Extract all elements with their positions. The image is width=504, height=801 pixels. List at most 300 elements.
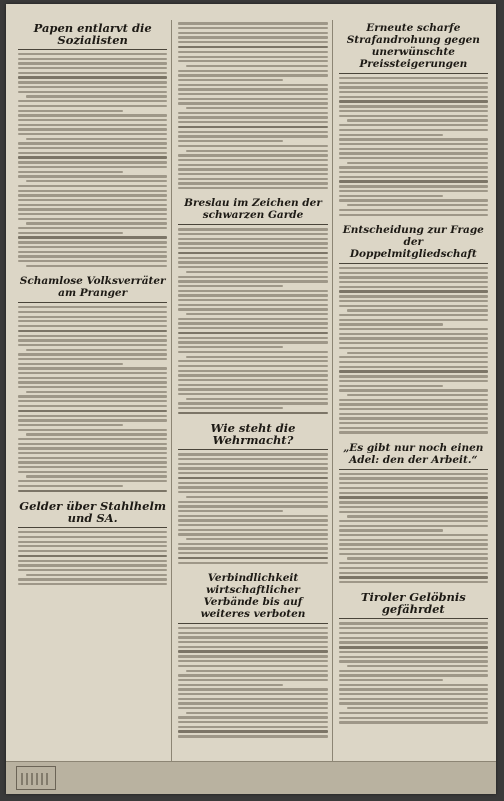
text-line-placeholder <box>339 712 488 714</box>
text-line-placeholder <box>18 490 167 493</box>
text-line-placeholder <box>178 322 327 324</box>
text-line-placeholder <box>18 260 167 262</box>
article-headline: Papen entlarvt die Sozialisten <box>33 21 152 47</box>
text-line-placeholder <box>178 458 327 460</box>
text-line-placeholder <box>339 134 444 136</box>
text-line-placeholder <box>26 574 167 576</box>
text-line-placeholder <box>339 529 444 531</box>
text-line-placeholder <box>178 547 327 549</box>
text-line-placeholder <box>339 157 488 159</box>
text-line-placeholder <box>18 564 167 566</box>
text-line-placeholder <box>339 698 488 700</box>
text-line-placeholder <box>178 529 327 531</box>
text-line-placeholder <box>339 370 488 373</box>
text-line-placeholder <box>178 88 327 90</box>
text-line-placeholder <box>339 506 488 508</box>
text-line-placeholder <box>26 391 167 393</box>
text-line-placeholder <box>178 121 327 123</box>
text-line-placeholder <box>339 688 488 690</box>
article <box>178 422 327 564</box>
text-line-placeholder <box>178 168 327 170</box>
text-line-placeholder <box>18 325 167 327</box>
text-line-placeholder <box>18 335 167 337</box>
text-line-placeholder <box>18 133 167 135</box>
text-line-placeholder <box>18 67 167 69</box>
article <box>178 572 327 738</box>
text-line-placeholder <box>347 162 488 164</box>
text-line-placeholder <box>339 492 488 494</box>
text-line-placeholder <box>339 375 488 377</box>
text-line-placeholder <box>339 548 488 550</box>
text-line-placeholder <box>178 360 327 362</box>
text-line-placeholder <box>339 96 488 98</box>
text-line-placeholder <box>347 665 488 667</box>
text-line-placeholder <box>18 555 167 558</box>
text-line-placeholder <box>339 195 444 197</box>
text-line-placeholder <box>178 304 327 306</box>
text-line-placeholder <box>339 342 488 344</box>
text-line-placeholder <box>26 265 167 267</box>
text-line-placeholder <box>339 176 488 178</box>
text-line-placeholder <box>178 228 327 230</box>
text-line-placeholder <box>178 238 327 240</box>
text-line-placeholder <box>178 533 327 535</box>
text-line-placeholder <box>339 473 488 475</box>
text-line-placeholder <box>339 77 488 79</box>
text-line-placeholder <box>18 457 167 459</box>
text-line-placeholder <box>178 242 327 244</box>
newspaper-page <box>6 4 496 794</box>
text-line-placeholder <box>178 70 327 72</box>
text-line-placeholder <box>339 622 488 624</box>
text-line-placeholder <box>18 419 167 421</box>
text-line-placeholder <box>18 372 167 374</box>
text-line-placeholder <box>26 138 167 140</box>
text-line-placeholder <box>178 679 327 681</box>
text-line-placeholder <box>339 408 488 410</box>
text-line-placeholder <box>18 161 167 163</box>
text-line-placeholder <box>178 233 327 235</box>
text-line-placeholder <box>339 717 488 719</box>
text-line-placeholder <box>18 142 167 144</box>
text-line-placeholder <box>18 81 167 83</box>
text-line-placeholder <box>339 366 488 368</box>
text-line-placeholder <box>178 164 327 166</box>
text-line-placeholder <box>178 247 327 249</box>
text-line-placeholder <box>178 684 283 686</box>
text-line-placeholder <box>339 314 488 316</box>
text-line-placeholder <box>339 534 488 536</box>
text-line-placeholder <box>178 178 327 180</box>
text-line-placeholder <box>178 674 327 676</box>
text-line-placeholder <box>178 56 327 58</box>
article <box>18 275 167 492</box>
text-line-placeholder <box>26 222 167 224</box>
text-line-placeholder <box>18 105 167 107</box>
text-line-placeholder <box>18 241 167 243</box>
text-line-placeholder <box>178 327 327 329</box>
text-line-placeholder <box>18 536 167 538</box>
text-line-placeholder <box>18 438 167 440</box>
text-line-placeholder <box>178 135 327 137</box>
text-line-placeholder <box>339 431 488 433</box>
headline-rule <box>18 302 167 303</box>
text-line-placeholder <box>339 543 488 545</box>
text-line-placeholder <box>178 299 327 301</box>
text-line-placeholder <box>18 400 167 402</box>
text-line-placeholder <box>339 641 488 643</box>
text-line-placeholder <box>339 333 488 335</box>
text-line-placeholder <box>178 74 327 76</box>
text-line-placeholder <box>339 581 488 583</box>
text-line-placeholder <box>178 370 327 372</box>
text-line-placeholder <box>186 356 327 358</box>
article <box>18 22 167 267</box>
text-line-placeholder <box>339 413 488 415</box>
text-line-placeholder <box>178 467 327 469</box>
text-line-placeholder <box>178 482 327 484</box>
text-line-placeholder <box>339 290 488 293</box>
text-line-placeholder <box>178 374 327 376</box>
text-line-placeholder <box>339 91 488 93</box>
text-line-placeholder <box>18 550 167 552</box>
text-line-placeholder <box>339 347 488 349</box>
text-line-placeholder <box>339 180 488 183</box>
text-line-placeholder <box>339 627 488 629</box>
text-line-placeholder <box>18 424 123 426</box>
text-line-placeholder <box>18 480 167 482</box>
text-line-placeholder <box>339 674 488 676</box>
text-line-placeholder <box>18 569 167 571</box>
text-line-placeholder <box>178 379 327 381</box>
text-line-placeholder <box>178 261 327 263</box>
text-line-placeholder <box>18 560 167 562</box>
text-line-placeholder <box>339 477 488 479</box>
text-line-placeholder <box>18 367 167 369</box>
text-line-placeholder <box>347 557 488 559</box>
text-line-placeholder <box>178 51 327 53</box>
text-line-placeholder <box>178 27 327 29</box>
text-line-placeholder <box>178 557 327 560</box>
text-line-placeholder <box>18 175 167 177</box>
text-line-placeholder <box>178 505 327 507</box>
text-line-placeholder <box>178 159 327 161</box>
text-line-placeholder <box>18 227 167 229</box>
text-line-placeholder <box>178 562 327 564</box>
text-line-placeholder <box>178 280 327 282</box>
text-line-placeholder <box>18 461 167 463</box>
text-line-placeholder <box>178 707 327 709</box>
text-line-placeholder <box>18 311 167 313</box>
text-line-placeholder <box>18 251 167 253</box>
text-line-placeholder <box>339 403 488 405</box>
text-line-placeholder <box>18 91 167 93</box>
article-headline: Wie steht die Wehrmacht? <box>210 421 296 448</box>
text-line-placeholder <box>178 131 327 133</box>
text-line-placeholder <box>178 285 283 287</box>
text-line-placeholder <box>178 655 327 657</box>
text-line-placeholder <box>339 209 488 211</box>
text-line-placeholder <box>339 525 488 527</box>
headline-rule <box>178 449 327 450</box>
text-line-placeholder <box>178 641 327 643</box>
text-line-placeholder <box>178 93 327 95</box>
text-line-placeholder <box>178 650 327 653</box>
text-line-placeholder <box>339 267 488 269</box>
text-line-placeholder <box>178 276 327 278</box>
text-line-placeholder <box>178 552 327 554</box>
text-line-placeholder <box>186 398 327 400</box>
text-line-placeholder <box>178 636 327 638</box>
text-line-placeholder <box>339 646 488 649</box>
text-line-placeholder <box>178 145 327 147</box>
text-line-placeholder <box>178 308 327 310</box>
text-line-placeholder <box>339 356 488 358</box>
text-line-placeholder <box>178 173 327 175</box>
text-line-placeholder <box>178 716 327 718</box>
text-line-placeholder <box>178 627 327 629</box>
text-line-placeholder <box>339 295 488 297</box>
text-line-placeholder <box>339 576 488 579</box>
headline-rule <box>339 73 488 74</box>
text-line-placeholder <box>339 305 488 307</box>
text-line-placeholder <box>339 656 488 658</box>
text-line-placeholder <box>339 637 488 639</box>
text-line-placeholder <box>339 328 488 330</box>
text-line-placeholder <box>18 110 123 112</box>
text-line-placeholder <box>186 670 327 672</box>
text-line-placeholder <box>18 171 123 173</box>
text-line-placeholder <box>178 22 327 24</box>
text-line-placeholder <box>18 190 167 192</box>
article <box>339 442 488 584</box>
text-line-placeholder <box>18 147 167 149</box>
text-line-placeholder <box>339 166 488 168</box>
text-line-placeholder <box>178 515 327 517</box>
article-headline: Breslau im Zeichen der schwarzen Garde <box>184 197 322 222</box>
text-line-placeholder <box>178 84 327 86</box>
text-line-placeholder <box>178 453 327 455</box>
text-line-placeholder <box>339 300 488 302</box>
text-line-placeholder <box>18 363 123 365</box>
text-line-placeholder <box>18 185 167 187</box>
text-line-placeholder <box>178 187 327 189</box>
text-line-placeholder <box>18 583 167 585</box>
text-line-placeholder <box>178 112 327 114</box>
text-line-placeholder <box>339 148 488 150</box>
text-line-placeholder <box>178 384 327 386</box>
text-line-placeholder <box>178 660 327 662</box>
text-line-placeholder <box>339 214 488 216</box>
headline-rule <box>18 527 167 528</box>
text-line-placeholder <box>18 86 167 88</box>
text-line-placeholder <box>339 337 488 339</box>
text-line-placeholder <box>18 194 167 196</box>
text-line-placeholder <box>178 702 327 704</box>
text-line-placeholder <box>339 380 488 382</box>
text-line-placeholder <box>178 477 327 480</box>
text-line-placeholder <box>178 98 327 100</box>
text-line-placeholder <box>178 726 327 728</box>
text-line-placeholder <box>18 541 167 543</box>
text-line-placeholder <box>178 294 327 296</box>
text-line-placeholder <box>178 402 327 404</box>
text-line-placeholder <box>339 110 488 112</box>
text-line-placeholder <box>339 152 488 154</box>
text-line-placeholder <box>178 646 327 648</box>
text-line-placeholder <box>339 482 488 484</box>
text-line-placeholder <box>186 150 327 152</box>
text-line-placeholder <box>18 53 167 55</box>
text-line-placeholder <box>178 346 283 348</box>
text-line-placeholder <box>178 688 327 690</box>
text-line-placeholder <box>18 466 167 468</box>
text-line-placeholder <box>18 156 167 159</box>
text-line-placeholder <box>339 361 488 363</box>
article-headline: Erneute scharfe Strafandrohung gegen unerwünschte Preissteigerungen <box>346 22 480 70</box>
text-line-placeholder <box>178 126 327 129</box>
text-line-placeholder <box>178 154 327 156</box>
article-headline: Schamlose Volksverräter am Pranger <box>19 275 166 300</box>
text-line-placeholder <box>178 510 283 512</box>
text-line-placeholder <box>178 721 327 723</box>
text-line-placeholder <box>178 351 327 353</box>
column-middle <box>178 20 332 762</box>
column-left <box>18 20 172 762</box>
text-line-placeholder <box>339 422 488 424</box>
text-line-placeholder <box>178 501 327 503</box>
article <box>178 197 327 414</box>
text-line-placeholder <box>339 143 488 145</box>
text-line-placeholder <box>347 707 488 709</box>
article <box>339 591 488 723</box>
text-line-placeholder <box>339 171 488 173</box>
text-line-placeholder <box>18 452 167 454</box>
text-line-placeholder <box>339 539 488 541</box>
text-line-placeholder <box>26 95 167 97</box>
headline-rule <box>339 469 488 470</box>
text-line-placeholder <box>339 417 488 419</box>
text-line-placeholder <box>178 337 327 339</box>
text-line-placeholder <box>339 511 488 513</box>
text-line-placeholder <box>178 412 327 415</box>
text-line-placeholder <box>178 41 327 43</box>
text-line-placeholder <box>178 632 327 634</box>
text-line-placeholder <box>178 543 327 545</box>
text-line-placeholder <box>347 352 488 354</box>
text-line-placeholder <box>18 316 167 318</box>
text-line-placeholder <box>18 166 167 168</box>
text-line-placeholder <box>18 415 167 417</box>
text-line-placeholder <box>339 385 444 387</box>
text-line-placeholder <box>178 36 327 38</box>
article-headline: „Es gibt nur noch einen Adel: den der Arbeit.“ <box>343 441 484 466</box>
text-line-placeholder <box>178 341 327 343</box>
text-line-placeholder <box>339 632 488 634</box>
text-line-placeholder <box>347 515 488 517</box>
text-line-placeholder <box>18 443 167 445</box>
headline-rule <box>178 623 327 624</box>
text-line-placeholder <box>18 58 167 60</box>
text-line-placeholder <box>18 306 167 308</box>
text-line-placeholder <box>339 660 488 662</box>
text-line-placeholder <box>18 119 167 121</box>
text-line-placeholder <box>18 353 167 355</box>
text-line-placeholder <box>339 572 488 574</box>
text-line-placeholder <box>18 578 167 580</box>
text-line-placeholder <box>26 433 167 435</box>
article <box>339 22 488 216</box>
text-line-placeholder <box>186 538 327 540</box>
text-line-placeholder <box>178 46 327 49</box>
text-line-placeholder <box>178 463 327 465</box>
text-line-placeholder <box>18 386 167 388</box>
text-line-placeholder <box>178 79 283 81</box>
text-line-placeholder <box>347 309 488 311</box>
text-line-placeholder <box>178 102 327 104</box>
headline-rule <box>339 263 488 264</box>
text-line-placeholder <box>18 344 167 346</box>
text-line-placeholder <box>339 553 488 555</box>
text-line-placeholder <box>339 520 488 522</box>
text-line-placeholder <box>339 721 488 723</box>
text-line-placeholder <box>339 281 488 283</box>
text-line-placeholder <box>178 393 327 395</box>
text-line-placeholder <box>178 32 327 34</box>
text-line-placeholder <box>18 218 167 220</box>
text-line-placeholder <box>339 100 488 103</box>
text-line-placeholder <box>339 399 488 401</box>
article-headline: Verbindlichkeit wirtschaftlicher Verbände bis auf weiteres verboten <box>200 572 306 621</box>
text-line-placeholder <box>347 204 488 206</box>
text-line-placeholder <box>18 62 167 64</box>
text-line-placeholder <box>178 290 327 292</box>
text-line-placeholder <box>18 447 167 449</box>
text-line-placeholder <box>18 114 167 116</box>
text-line-placeholder <box>339 427 488 429</box>
text-line-placeholder <box>178 60 327 62</box>
text-line-placeholder <box>339 670 488 672</box>
text-line-placeholder <box>339 562 488 564</box>
text-line-placeholder <box>339 82 488 84</box>
text-line-placeholder <box>178 332 327 335</box>
text-line-placeholder <box>18 232 123 234</box>
text-line-placeholder <box>339 693 488 695</box>
text-line-placeholder <box>26 180 167 182</box>
text-line-placeholder <box>18 339 167 341</box>
headline-rule <box>18 49 167 50</box>
text-line-placeholder <box>178 524 327 526</box>
text-line-placeholder <box>178 257 327 259</box>
text-line-placeholder <box>339 124 488 126</box>
text-line-placeholder <box>339 199 488 201</box>
text-line-placeholder <box>339 496 488 499</box>
text-line-placeholder <box>18 124 167 126</box>
text-line-placeholder <box>18 100 167 102</box>
text-line-placeholder <box>18 208 167 210</box>
text-line-placeholder <box>26 475 167 477</box>
text-line-placeholder <box>178 182 327 184</box>
text-line-placeholder <box>18 358 167 360</box>
text-line-placeholder <box>18 320 167 322</box>
text-line-placeholder <box>18 429 167 431</box>
text-line-placeholder <box>339 679 444 681</box>
text-line-placeholder <box>339 389 488 391</box>
text-line-placeholder <box>18 330 167 333</box>
text-line-placeholder <box>178 693 327 695</box>
article <box>178 22 327 189</box>
text-line-placeholder <box>339 487 488 489</box>
